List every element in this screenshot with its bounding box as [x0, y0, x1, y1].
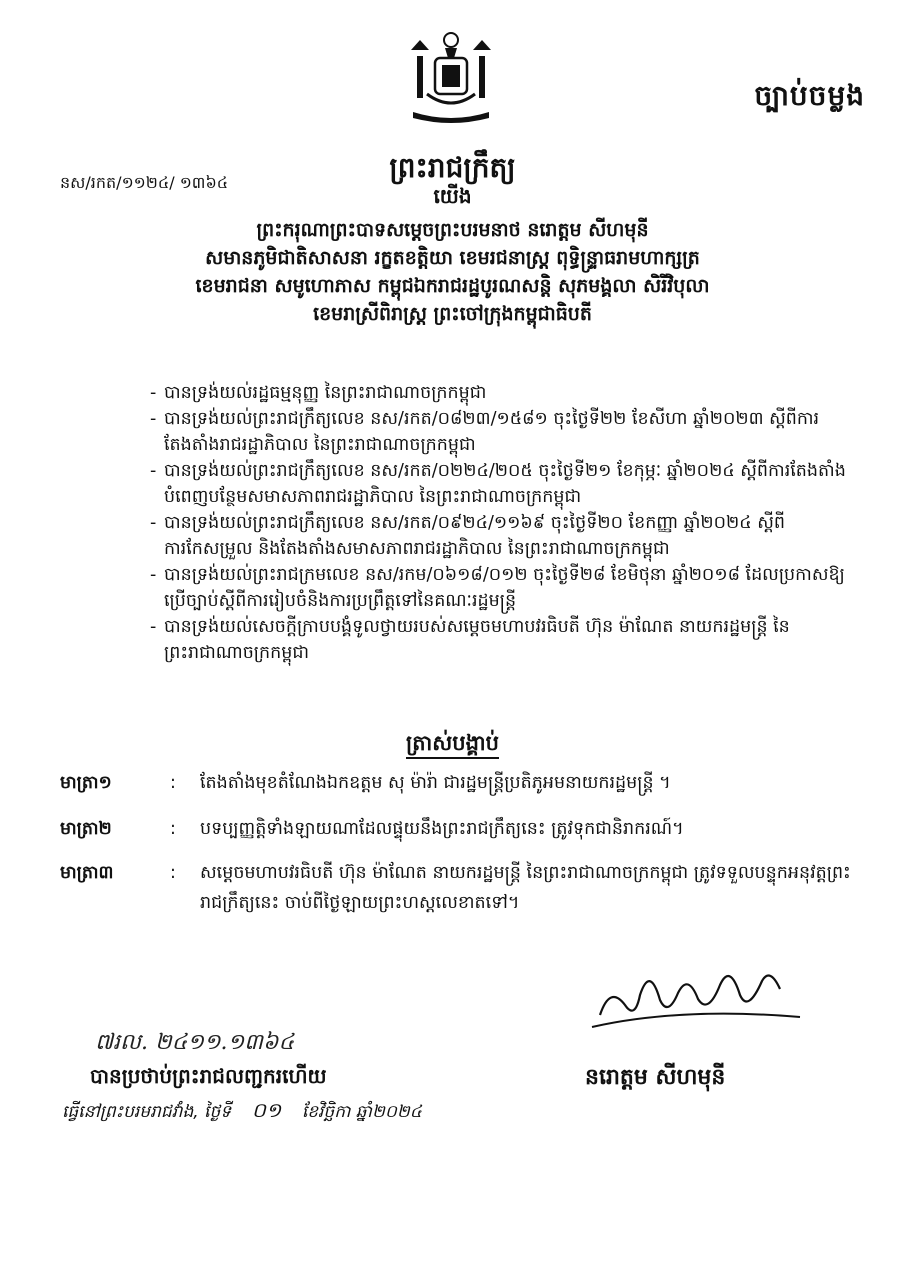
- article-1: [60, 768, 870, 798]
- month-year: ខែវិច្ឆិកា ឆ្នាំ២០២៤: [301, 1102, 422, 1122]
- preamble-item: - បានទ្រង់យល់ព្រះរាជក្រមលេខ នស/រកម/០៦១៨/០១២ ចុះថ្ងៃទី២៨ ខែមិថុនា ឆ្នាំ២០១៨ ដែលប្រកាសឱ្យប្រើច្បាប់ស្តីពីការរៀបចំនិងការប្រព្រឹត្តទៅនៃគណៈរដ្ឋមន្ត្រី: [150, 562, 855, 614]
- article-3: [60, 858, 870, 918]
- copy-label: ច្បាប់ចម្លង: [754, 79, 865, 112]
- reference-number: នស/រកត/១១២៤/ ១៣៦៤: [60, 173, 229, 192]
- article-colon: :: [170, 773, 176, 793]
- royal-titles: [0, 216, 905, 328]
- preamble-item: - បានទ្រង់យល់សេចក្តីក្រាបបង្គំទូលថ្វាយរបស់សម្តេចមហាបវរធិបតី ហ៊ុន ម៉ាណែត នាយករដ្ឋមន្ត្រី នៃព្រះរាជាណាចក្រកម្ពុជា: [150, 614, 855, 666]
- article-colon: :: [170, 863, 176, 883]
- article-text: សម្តេចមហាបវរធិបតី ហ៊ុន ម៉ាណែត នាយករដ្ឋមន្ត្រី នៃព្រះរាជាណាចក្រកម្ពុជា ត្រូវទទួលបន្ទុកអនុវត្តព្រះរាជក្រឹត្យនេះ ចាប់ពីថ្ងៃឡាយព្រះហស្តលេខាតទៅ។: [200, 863, 851, 913]
- article-text: បទប្បញ្ញត្តិទាំងឡាយណាដែលផ្ទុយនឹងព្រះរាជក្រឹត្យនេះ ត្រូវទុកជានិរាករណ៍។: [200, 819, 684, 839]
- place-prefix: ធ្វើនៅព្រះបរមរាជវាំង, ថ្ងៃទី: [62, 1102, 232, 1122]
- article-text: តែងតាំងមុខតំណែងឯកឧត្តម សុ ម៉ារ៉ា ជារដ្ឋមន្ត្រីប្រតិភូអមនាយករដ្ឋមន្ត្រី ។: [200, 773, 671, 793]
- seal-affixed-note: បានប្រថាប់ព្រះរាជលញ្ជករហើយ: [90, 1064, 327, 1088]
- article-label: មាត្រា២: [60, 819, 112, 839]
- royal-title-line: ខេមរាជនា សមូហោភាស កម្ពុជឯករាជរដ្ឋបូរណសន្តិ សុភមង្គលា សិរីវិបុលា: [195, 275, 710, 297]
- decides-heading: [0, 730, 905, 761]
- day-number: ០១: [251, 1098, 282, 1122]
- article-label: មាត្រា៣: [60, 863, 114, 883]
- royal-signature: [580, 955, 810, 1030]
- we-heading: យើង: [433, 184, 472, 208]
- article-2: [60, 814, 870, 844]
- preamble-item: - បានទ្រង់យល់ព្រះរាជក្រឹត្យលេខ នស/រកត/០៩២៤/១១៦៩ ចុះថ្ងៃទី២០ ខែកញ្ញា ឆ្នាំ២០២៤ ស្តីពីការកែសម្រួល និងតែងតាំងសមាសភាពរាជរដ្ឋាភិបាល នៃព្រះរាជាណាចក្រកម្ពុជា: [150, 510, 855, 562]
- handwritten-registration-note: ៧រល. ២៤១១.១៣៦៤: [95, 1030, 295, 1055]
- royal-title-line: ព្រះករុណាព្រះបាទសម្តេចព្រះបរមនាថ នរោត្តម សីហមុនី: [256, 219, 649, 241]
- document-title: ព្រះរាជក្រឹត្យ: [389, 151, 516, 184]
- royal-title-line: សមានភូមិជាតិសាសនា រក្ខតខត្តិយា ខេមរជនាស្ត្រ ពុទ្ធិន្ទ្រាធរាមហាក្សត្រ: [205, 247, 700, 269]
- preamble-item: - បានទ្រង់យល់រដ្ឋធម្មនុញ្ញ នៃព្រះរាជាណាចក្រកម្ពុជា: [150, 380, 855, 406]
- article-label: មាត្រា១: [60, 773, 112, 793]
- preamble-item: - បានទ្រង់យល់ព្រះរាជក្រឹត្យលេខ នស/រកត/០៨២៣/១៥៨១ ចុះថ្ងៃទី២២ ខែសីហា ឆ្នាំ២០២៣ ស្តីពីការតែងតាំងរាជរដ្ឋាភិបាល នៃព្រះរាជាណាចក្រកម្ពុជា: [150, 406, 855, 458]
- place-and-date: [62, 1097, 422, 1127]
- preamble-list: [150, 380, 855, 666]
- article-colon: :: [170, 819, 176, 839]
- signer-name: នរោត្តម សីហមុនី: [585, 1065, 726, 1090]
- royal-coat-of-arms-icon: [405, 28, 497, 128]
- royal-title-line: ខេមរាស្រីពិរាស្ត្រ ព្រះចៅក្រុងកម្ពុជាធិបតី: [313, 303, 592, 325]
- preamble-item: - បានទ្រង់យល់ព្រះរាជក្រឹត្យលេខ នស/រកត/០២២៤/២០៥ ចុះថ្ងៃទី២១ ខែកុម្ភៈ ឆ្នាំ២០២៤ ស្តីពីការតែងតាំងបំពេញបន្ថែមសមាសភាពរាជរដ្ឋាភិបាល នៃព្រះរាជាណាចក្រកម្ពុជា: [150, 458, 855, 510]
- decides-heading-text: ត្រាស់បង្គាប់: [406, 731, 499, 759]
